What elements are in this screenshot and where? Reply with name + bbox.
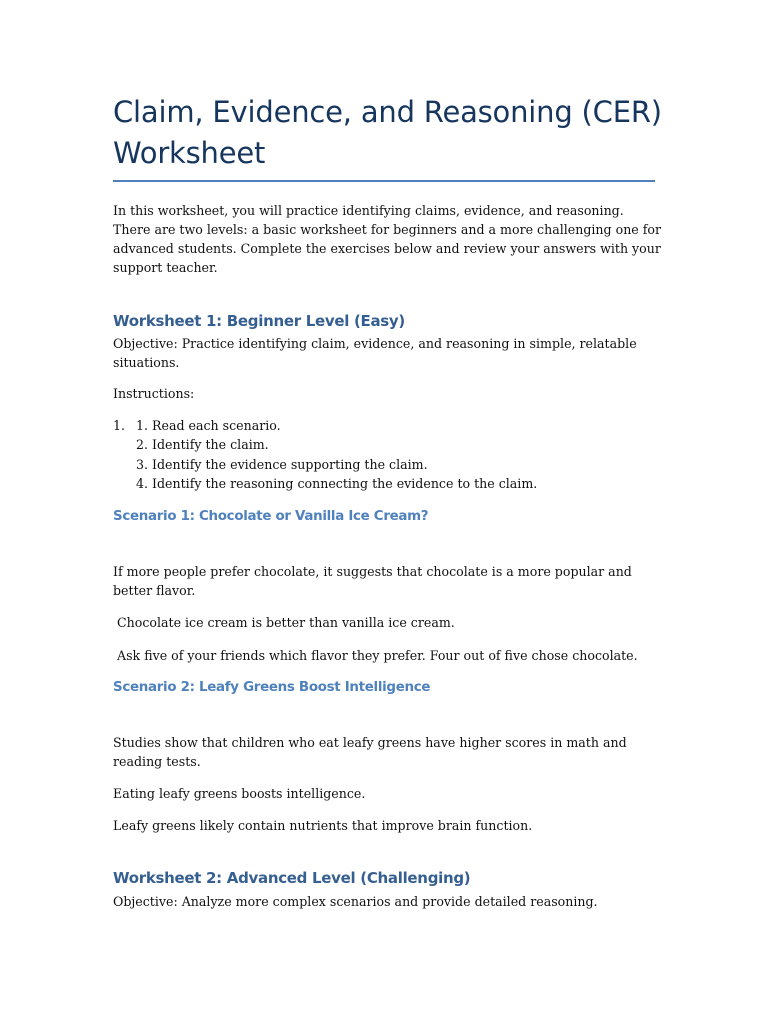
scenario2-evidence: Studies show that children who eat leafy greens have higher scores in math and reading tests. xyxy=(113,735,627,769)
instruction-step-reasoning: 4. Identify the reasoning connecting the evidence to the claim. xyxy=(136,476,538,492)
worksheet1-objective: Objective: Practice identifying claim, evidence, and reasoning in simple, relatable situations. xyxy=(113,336,637,370)
instructions-list xyxy=(113,416,673,494)
scenario1-heading: Scenario 1: Chocolate or Vanilla Ice Cream? xyxy=(113,509,429,524)
worksheet2-heading: Worksheet 2: Advanced Level (Challenging) xyxy=(113,869,471,887)
intro-paragraph: In this worksheet, you will practice identifying claims, evidence, and reasoning. There are two levels: a basic worksheet for beginners and a more challenging one for advanced students. Complete the exercises below and review your answers with your support teacher. xyxy=(113,203,662,275)
instruction-step-claim: 2. Identify the claim. xyxy=(136,437,269,453)
worksheet2-objective: Objective: Analyze more complex scenarios and provide detailed reasoning. xyxy=(113,894,598,909)
instruction-step-read: 1. Read each scenario. xyxy=(136,418,281,433)
title-underline xyxy=(113,180,655,182)
scenario2-claim: Eating leafy greens boosts intelligence. xyxy=(113,786,366,801)
list-item xyxy=(113,416,673,494)
scenario2-reasoning: Leafy greens likely contain nutrients that improve brain function. xyxy=(113,818,533,833)
instruction-step-evidence: 3. Identify the evidence supporting the claim. xyxy=(136,456,428,472)
worksheet1-heading: Worksheet 1: Beginner Level (Easy) xyxy=(113,312,405,330)
document-title: Claim, Evidence, and Reasoning (CER) Worksheet xyxy=(113,95,662,170)
scenario2-heading: Scenario 2: Leafy Greens Boost Intelligence xyxy=(113,680,431,695)
list-number: 1. xyxy=(113,418,126,433)
instructions-label: Instructions: xyxy=(113,386,195,401)
scenario1-claim: Chocolate ice cream is better than vanilla ice cream. xyxy=(113,615,455,630)
scenario1-evidence: Ask five of your friends which flavor they prefer. Four out of five chose chocolate. xyxy=(113,648,638,663)
scenario1-reasoning: If more people prefer chocolate, it suggests that chocolate is a more popular and better flavor. xyxy=(113,564,632,598)
